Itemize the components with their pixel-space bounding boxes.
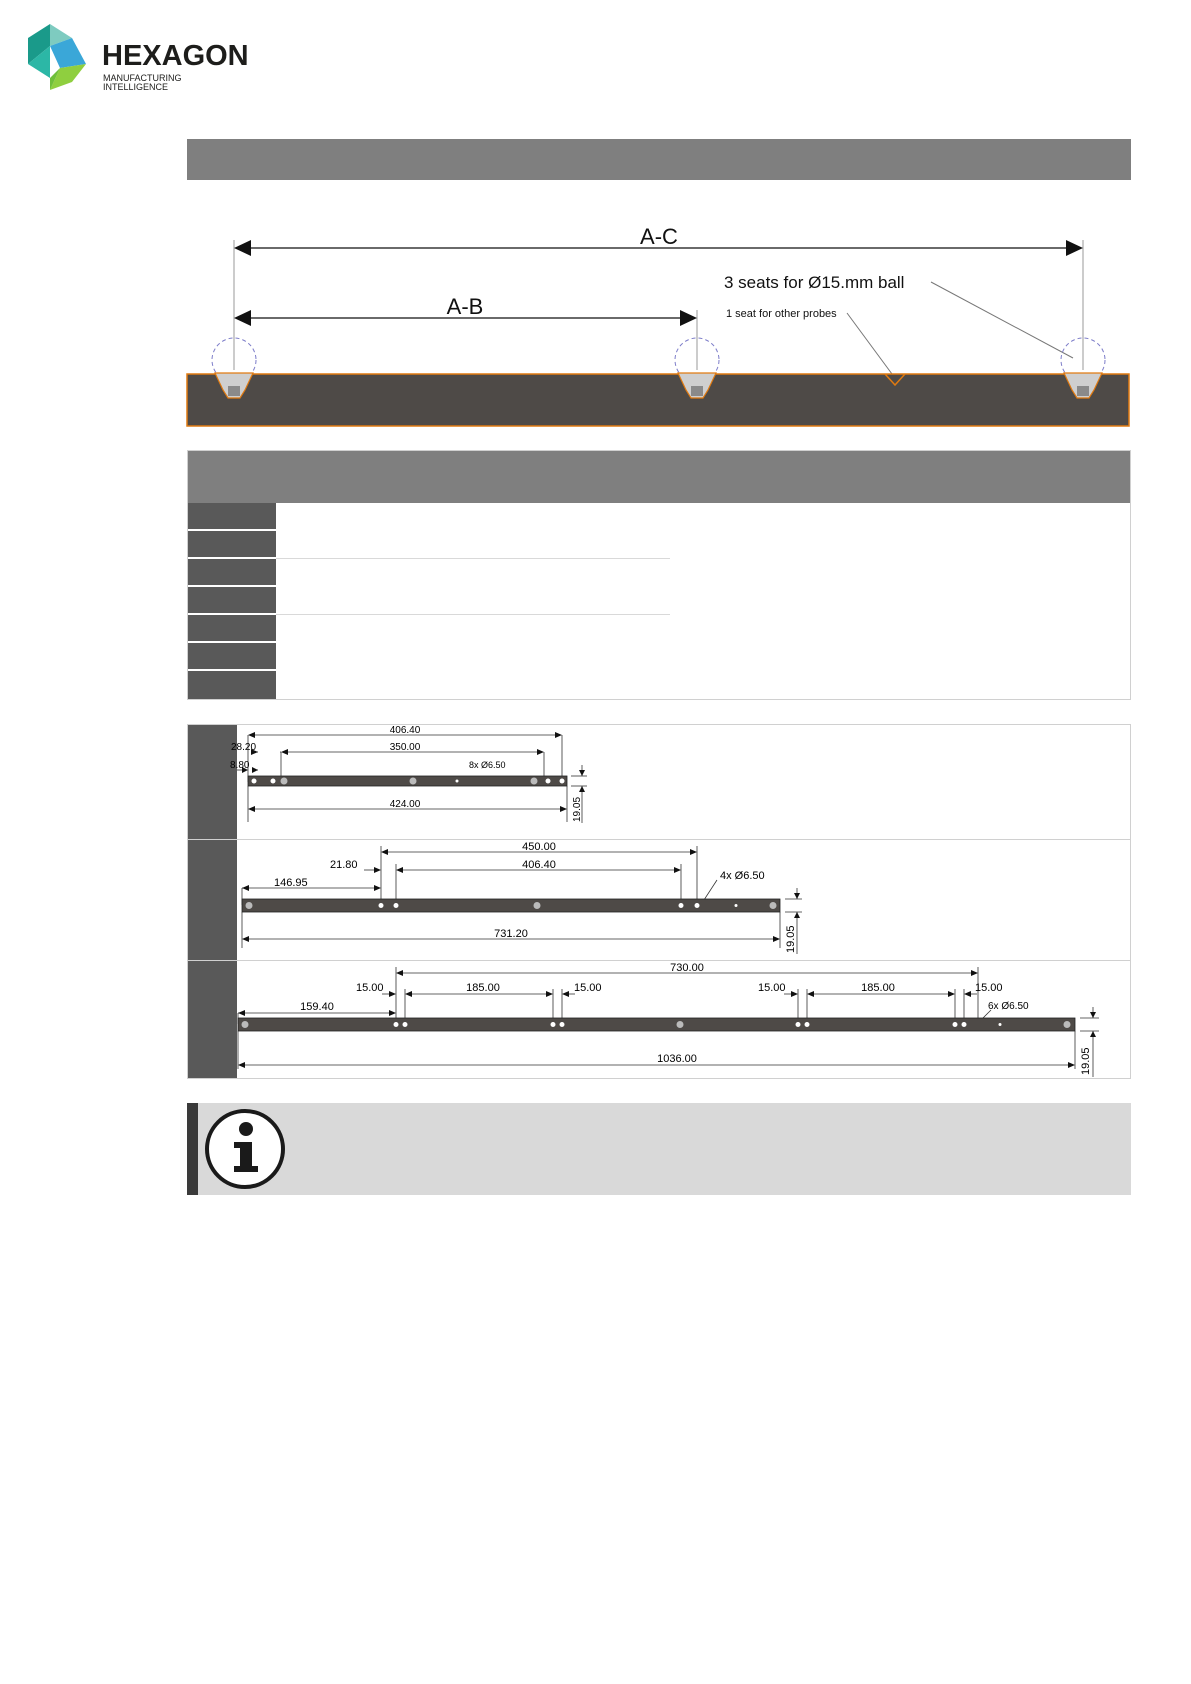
dim-label: 19.05	[1080, 1047, 1092, 1075]
seats-note: 3 seats for Ø15.mm ball	[724, 273, 905, 292]
bar-large-drawing	[237, 961, 1130, 1078]
artifact-overview-diagram	[187, 210, 1131, 430]
dim-ac-arrow-left	[234, 240, 251, 256]
dim-ac-arrow-right	[1066, 240, 1083, 256]
dim-label: 15.00	[758, 982, 786, 994]
row-label	[188, 961, 237, 1078]
bar-small-body	[248, 776, 567, 786]
dim-ab-arrow-left	[234, 310, 251, 326]
dim-label: 15.00	[356, 982, 384, 994]
dim-label: 8x Ø6.50	[469, 760, 506, 770]
dim-label: 731.20	[494, 928, 528, 940]
spec-row-label	[188, 503, 276, 530]
spec-row-label	[188, 671, 276, 699]
dim-label: 159.40	[300, 1001, 334, 1013]
dim-label: 4x Ø6.50	[720, 870, 765, 882]
specification-table	[187, 450, 1131, 700]
section-header-bar	[187, 139, 1131, 180]
note-edge-bar	[187, 1103, 198, 1195]
bar-medium-drawing	[237, 840, 1130, 961]
bar-small-drawing	[230, 725, 1130, 840]
spec-row-label	[188, 531, 276, 558]
dim-label: 1036.00	[657, 1053, 697, 1065]
dim-label: 450.00	[522, 841, 556, 853]
other-seat-note: 1 seat for other probes	[726, 308, 837, 320]
artifact-body	[187, 374, 1129, 426]
dim-label: 19.05	[572, 796, 583, 822]
bar-drawing-row	[188, 725, 1130, 840]
dim-label: 185.00	[466, 982, 500, 994]
spec-row-label	[188, 559, 276, 586]
row-label	[188, 840, 237, 960]
dim-label: 730.00	[670, 962, 704, 974]
bar-drawing-row	[188, 840, 1130, 961]
dim-label: 350.00	[389, 742, 421, 753]
hexagon-logo	[28, 24, 249, 92]
brand-tagline: MANUFACTURING INTELLIGENCE	[103, 73, 182, 92]
dim-label: 185.00	[861, 982, 895, 994]
spec-row-label	[188, 615, 276, 642]
spec-divider	[276, 614, 670, 615]
bar-drawing-row	[188, 961, 1130, 1078]
hexagon-logo-icon	[28, 24, 90, 90]
dim-label: 146.95	[274, 877, 308, 889]
dim-label: 28.20	[231, 742, 257, 753]
bar-drawings-panel	[187, 724, 1131, 1079]
spec-divider	[276, 558, 670, 559]
dim-ac-label: A-C	[640, 224, 678, 249]
info-note	[187, 1103, 1131, 1195]
row-label	[188, 725, 237, 839]
spec-table-header	[188, 451, 1130, 503]
dim-label: 19.05	[785, 925, 797, 953]
dim-label: 15.00	[574, 982, 602, 994]
dim-ab-label: A-B	[446, 294, 484, 319]
dim-label: 6x Ø6.50	[988, 1001, 1029, 1012]
brand-name: HEXAGON	[102, 40, 249, 72]
spec-row-label	[188, 587, 276, 614]
dim-label: 406.40	[389, 725, 421, 736]
info-icon	[204, 1108, 286, 1190]
bar-large-body	[238, 1018, 1075, 1031]
spec-row-label	[188, 643, 276, 670]
dim-ab-arrow-right	[680, 310, 697, 326]
dim-label: 8.80	[230, 760, 250, 771]
dim-label: 15.00	[975, 982, 1003, 994]
dim-label: 424.00	[389, 799, 421, 810]
dim-label: 21.80	[330, 859, 358, 871]
dim-label: 406.40	[522, 859, 556, 871]
